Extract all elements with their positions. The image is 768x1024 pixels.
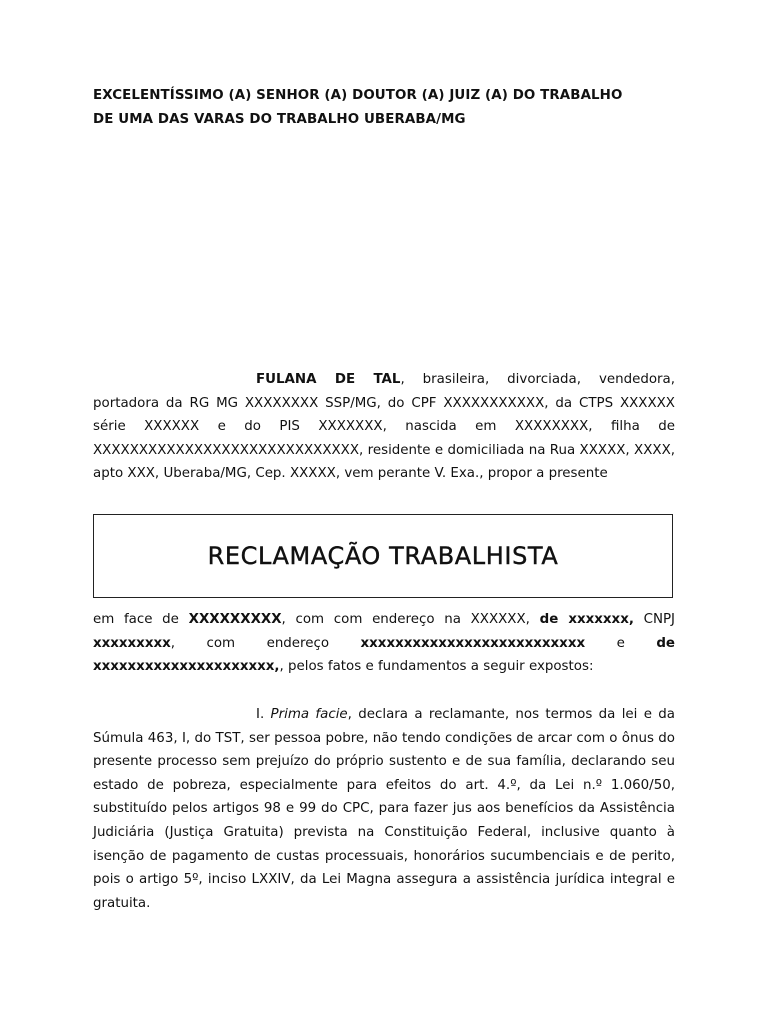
document-title-box (93, 514, 673, 598)
court-address-line-2: DE UMA DAS VARAS DO TRABALHO UBERABA/MG (93, 111, 466, 127)
section-1-paragraph (93, 703, 675, 915)
court-address-heading (93, 84, 675, 131)
defendant-text-6: , pelos fatos e fundamentos a seguir expostos: (279, 659, 594, 675)
defendant-text-5: e (585, 635, 657, 651)
defendant-text-1: em face de (93, 612, 189, 627)
defendant-text-4: , com endereço (170, 635, 361, 651)
section-1-latin-term: Prima facie (270, 707, 348, 722)
defendant-text-3: CNPJ (633, 612, 676, 627)
document-title: RECLAMAÇÃO TRABALHISTA (207, 542, 559, 570)
defendant-locality: de xxxxxxx, (539, 612, 634, 627)
defendant-text-2: , com com endereço na XXXXXX, (281, 612, 540, 627)
defendant-address: xxxxxxxxxxxxxxxxxxxxxxxxxx (360, 635, 586, 651)
defendant-cnpj: xxxxxxxxx (93, 635, 171, 651)
defendant-name: XXXXXXXXX (188, 612, 282, 627)
defendant-paragraph (93, 608, 675, 679)
qualification-paragraph (93, 368, 675, 486)
defendant-address-locality: de xxxxxxxxxxxxxxxxxxxxx, (93, 635, 675, 675)
qualification-text: , brasileira, divorciada, vendedora, portadora da RG MG XXXXXXXX SSP/MG, do CPF XXXXXXXXXXX, da CTPS XXXXXX série XXXXXX e do PIS XXXXXXX, nascida em XXXXXXXX, filha de XXXXXXXXXXXXXXXXXXXXXXXXXXXXX, residente e domiciliada na Rua XXXXX, XXXX, apto XXX, Uberaba/MG, Cep. XXXXX, vem perante V. Exa., propor a presente (93, 372, 675, 482)
section-1-numeral: I. (256, 707, 271, 722)
court-address-line-1: EXCELENTÍSSIMO (A) SENHOR (A) DOUTOR (A) JUIZ (A) DO TRABALHO (93, 88, 623, 103)
section-1-text: , declara a reclamante, nos termos da lei e da Súmula 463, I, do TST, ser pessoa pobre, não tendo condições de arcar com o ônus do presente processo sem prejuízo do próprio sustento e de sua família, declarando seu estado de pobreza, especialmente para efeitos do art. 4.º, da Lei n.º 1.060/50, substituído pelos artigos 98 e 99 do CPC, para fazer jus aos benefícios da Assistência Judiciária (Justiça Gratuita) prevista na Constituição Federal, inclusive quanto à isenção de pagamento de custas processuais, honorários sucumbenciais e de perito, pois o artigo 5º, inciso LXXIV, da Lei Magna assegura a assistência jurídica integral e gratuita. (93, 707, 675, 911)
plaintiff-name: FULANA DE TAL (256, 372, 401, 387)
